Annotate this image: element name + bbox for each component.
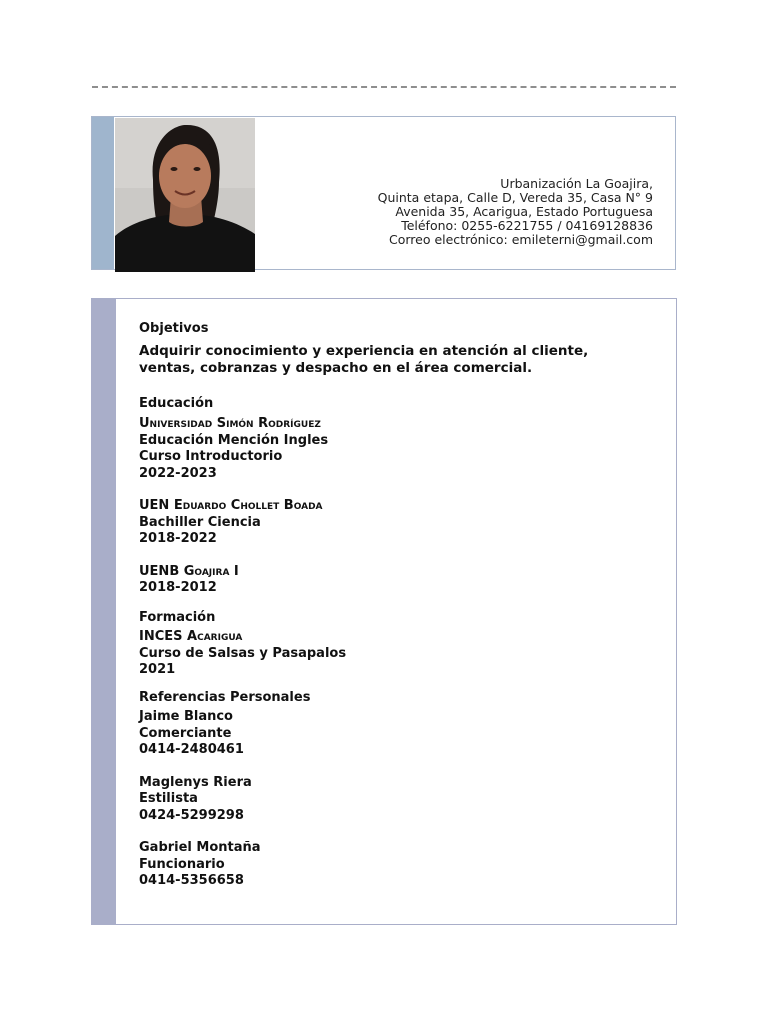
reference-role: Estilista bbox=[139, 791, 198, 806]
training-course: Curso de Salsas y Pasapalos bbox=[139, 645, 347, 661]
education-institution bbox=[139, 564, 646, 581]
institution-name: Goajira I bbox=[183, 563, 239, 579]
reference-phone: 0414-2480461 bbox=[139, 742, 244, 757]
contact-info bbox=[378, 177, 653, 247]
header-accent-bar bbox=[92, 117, 114, 269]
address-line-1: Urbanización La Goajira, bbox=[500, 176, 653, 191]
reference-phone: 0414-5356658 bbox=[139, 873, 244, 888]
education-detail: Bachiller Ciencia bbox=[139, 514, 261, 530]
institution-prefix: UEN bbox=[139, 498, 170, 513]
reference-role: Funcionario bbox=[139, 856, 225, 872]
training-entry bbox=[139, 629, 646, 679]
education-years: 2022-2023 bbox=[139, 465, 217, 481]
education-entry bbox=[139, 564, 646, 597]
reference-name: Jaime Blanco bbox=[139, 709, 233, 724]
education-detail: Educación Mención Ingles bbox=[139, 432, 329, 448]
education-institution bbox=[139, 498, 646, 515]
education-detail: Curso Introductorio bbox=[139, 449, 283, 464]
institution-name: Eduardo Chollet Boada bbox=[173, 498, 323, 513]
reference-role: Comerciante bbox=[139, 725, 232, 741]
objectives-heading: Objetivos bbox=[139, 321, 209, 336]
reference-phone: 0424-5299298 bbox=[139, 807, 244, 823]
objectives-text: Adquirir conocimiento y experiencia en atención al cliente, ventas, cobranzas y despacho en el área comercial. bbox=[139, 342, 589, 376]
reference-name: Gabriel Montaña bbox=[139, 840, 261, 855]
education-years: 2018-2012 bbox=[139, 580, 217, 595]
profile-photo bbox=[115, 118, 255, 272]
training-institution bbox=[139, 629, 646, 646]
institution-prefix: INCES bbox=[139, 629, 183, 644]
reference-entry bbox=[139, 709, 646, 759]
education-entry bbox=[139, 498, 646, 548]
training-year: 2021 bbox=[139, 662, 176, 677]
dashed-separator bbox=[92, 86, 676, 88]
education-years: 2018-2022 bbox=[139, 531, 217, 546]
reference-entry bbox=[139, 775, 646, 825]
email-line: Correo electrónico: emileterni@gmail.com bbox=[388, 232, 653, 247]
education-entry bbox=[139, 416, 646, 482]
phone-line: Teléfono: 0255-6221755 / 04169128836 bbox=[401, 218, 653, 233]
training-heading: Formación bbox=[139, 609, 216, 625]
institution-prefix: UENB bbox=[139, 563, 180, 579]
reference-name: Maglenys Riera bbox=[139, 774, 252, 790]
education-institution: Universidad Simón Rodríguez bbox=[139, 416, 321, 431]
address-line-3: Avenida 35, Acarigua, Estado Portuguesa bbox=[395, 204, 653, 219]
education-heading: Educación bbox=[139, 395, 214, 411]
institution-name: Acarigua bbox=[187, 629, 243, 644]
body-accent-bar bbox=[92, 299, 116, 924]
header-box bbox=[91, 116, 676, 270]
reference-entry bbox=[139, 840, 646, 890]
resume-body bbox=[91, 298, 677, 925]
address-line-2: Quinta etapa, Calle D, Vereda 35, Casa N° 9 bbox=[377, 190, 653, 205]
resume-content bbox=[139, 321, 646, 890]
references-heading: Referencias Personales bbox=[139, 689, 311, 705]
